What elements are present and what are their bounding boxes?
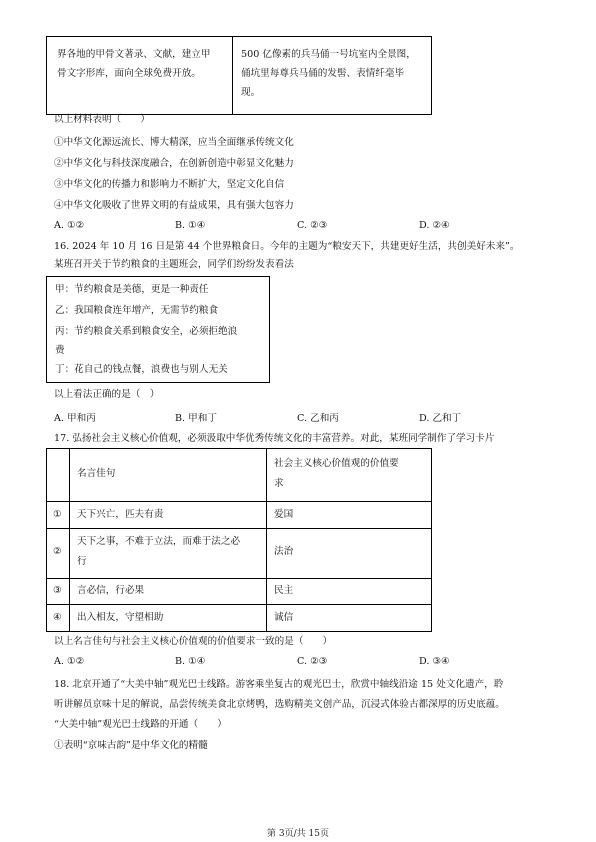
q17-stem: 17. 弘扬社会主义核心价值观，必须汲取中华优秀传统文化的丰富营养。对此，某班同学制作了学习卡片 [54,433,495,444]
q17-option-d[interactable]: D. ③④ [419,656,450,667]
q15-item-2: ②中华文化与科技深度融合，在创新创造中彰显文化魅力 [54,158,294,169]
q17-option-b[interactable]: B. ①④ [175,656,206,667]
row-4-num: ④ [53,612,62,623]
q16-opinions-box [46,276,270,383]
q16-question: 以上看法正确的是（ ） [54,389,160,400]
row-divider [47,501,431,502]
q16-stem-line-1: 16. 2024 年 10 月 16 日是第 44 个世界粮食日。今年的主题为“粮安天下，共建更好生活，共创美好未来”。 [54,241,520,252]
q15-option-c[interactable]: C. ②③ [297,220,328,231]
opinion-bing-cont: 费 [55,345,65,356]
q15-option-a[interactable]: A. ①② [54,220,85,231]
header-value-line-2: 求 [274,478,284,489]
q18-line-2: 听讲解员京味十足的解说，品尝传统美食北京烤鸭，选购精美文创产品，沉浸式体验古都深厚的历史底蕴。 [54,699,505,710]
opinion-bing: 丙：节约粮食关系到粮食安全，必须拒绝浪 [55,326,238,337]
row-divider [47,604,431,605]
row-4-value: 诚信 [274,612,294,623]
header-quote: 名言佳句 [77,468,116,479]
row-2-value: 法治 [274,546,294,557]
q15-item-4: ④中华文化吸收了世界文明的有益成果，具有强大包容力 [54,200,294,211]
row-2-quote: 天下之事，不难于立法，而难于法之必 [77,536,241,547]
row-divider [47,528,431,529]
col-divider [69,449,70,631]
row-1-value: 爱国 [274,509,294,520]
q17-question: 以上名言佳句与社会主义核心价值观的价值要求一致的是（ ） [54,636,333,647]
q18-line-4: ①表明“京味古韵”是中华文化的精髓 [54,740,208,751]
table-divider [232,37,233,114]
opinion-yi: 乙：我国粮食连年增产，无需节约粮食 [55,305,219,316]
q18-line-1: 18. 北京开通了“大美中轴”观光巴士线路。游客乘坐复古的观光巴士，欣赏中轴线沿途 15 处文化遗产，聆 [54,679,504,690]
q17-study-card-table [46,448,432,632]
row-4-quote: 出入相友，守望相助 [77,612,164,623]
row-1-num: ① [53,509,62,520]
header-value-line-1: 社会主义核心价值观的价值要 [274,458,399,469]
row-3-quote: 言必信，行必果 [77,585,145,596]
q15-option-b[interactable]: B. ①④ [175,220,206,231]
q15-stem: 以上材料表明（ ） [54,114,150,125]
q16-option-b[interactable]: B. 甲和丁 [175,413,217,424]
right-cell-line-2: 俑坑里每尊兵马俑的发髻、表情纤毫毕 [241,68,405,79]
row-3-value: 民主 [274,585,294,596]
row-divider [47,578,431,579]
row-2-quote-cont: 行 [77,556,87,567]
left-cell-line-2: 骨文字形库，面向全球免费开放。 [57,68,201,79]
q16-option-c[interactable]: C. 乙和丙 [297,413,339,424]
opinion-jia: 甲：节约粮食是美德，更是一种责任 [55,284,209,295]
left-cell-line-1: 界各地的甲骨文著录、文献，建立甲 [57,49,211,60]
col-divider [266,449,267,631]
right-cell-line-3: 现。 [241,87,261,98]
row-1-quote: 天下兴亡，匹夫有责 [77,509,164,520]
q15-option-d[interactable]: D. ②④ [419,220,450,231]
q15-item-1: ①中华文化源远流长、博大精深，应当全面继承传统文化 [54,137,294,148]
q17-option-a[interactable]: A. ①② [54,656,85,667]
right-cell-line-1: 500 亿像素的兵马俑一号坑室内全景图， [241,49,416,60]
q16-stem-line-2: 某班召开关于节约粮食的主题班会，同学们纷纷发表看法 [54,259,294,270]
q17-option-c[interactable]: C. ②③ [297,656,328,667]
row-3-num: ③ [53,585,62,596]
q16-option-a[interactable]: A. 甲和丙 [54,413,96,424]
page-number: 第 3页/共 15页 [267,829,329,839]
q18-line-3: “大美中轴”观光巴士线路的开通（ ） [54,719,227,730]
q16-option-d[interactable]: D. 乙和丁 [419,413,462,424]
opinion-ding: 丁：花自己的钱点餐，浪费也与别人无关 [55,364,228,375]
q15-item-3: ③中华文化的传播力和影响力不断扩大，坚定文化自信 [54,179,285,190]
top-material-table [46,36,432,115]
row-2-num: ② [53,546,62,557]
